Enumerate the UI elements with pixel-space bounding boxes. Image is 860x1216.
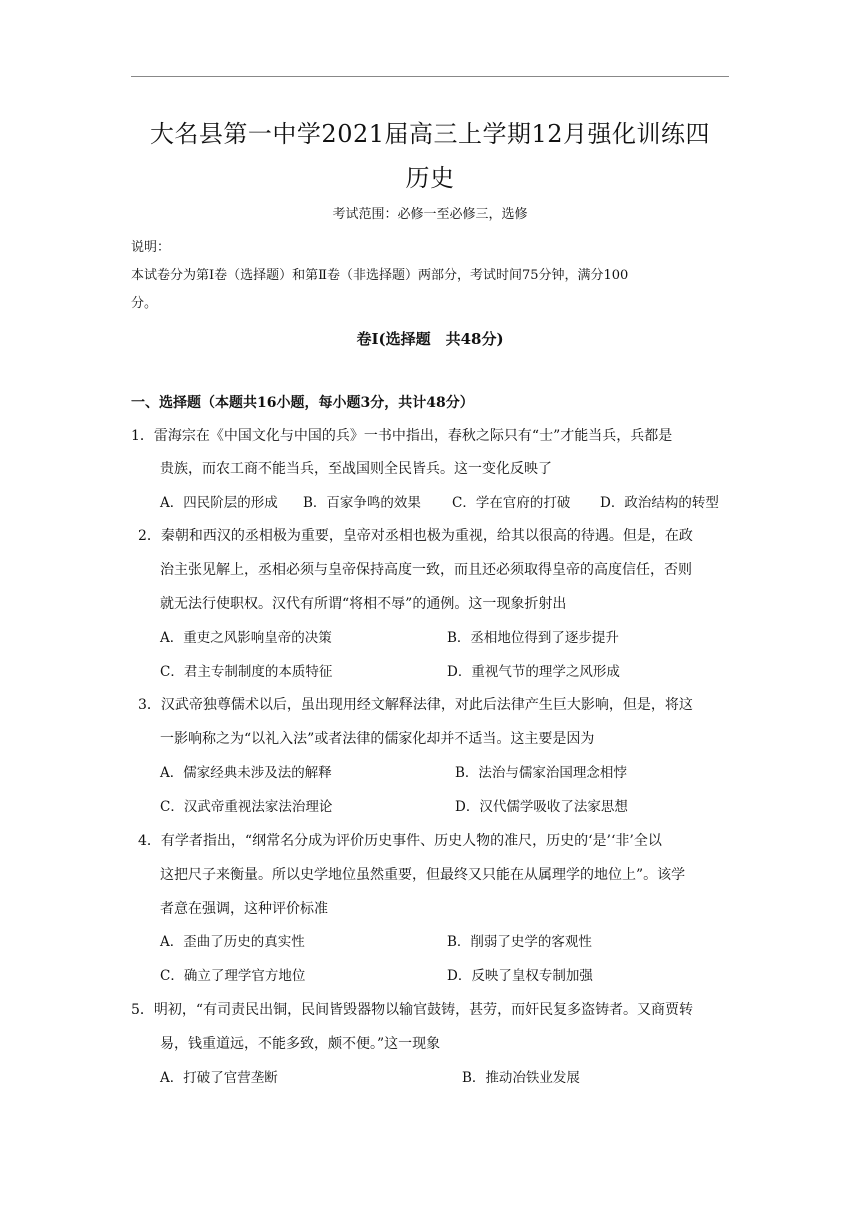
exam-title: 大名县第一中学2021届高三上学期12月强化训练四 xyxy=(149,120,711,148)
question-3-option-a: A．儒家经典未涉及法的解释 xyxy=(160,765,332,781)
exam-range: 考试范围：必修一至必修三，选修 xyxy=(332,207,528,222)
part-heading: 一、选择题（本题共16小题，每小题3分，共计48分） xyxy=(131,395,474,411)
question-3-option-c: C．汉武帝重视法家法治理论 xyxy=(160,799,333,815)
question-3-line-2: 一影响称之为“以礼入法”或者法律的儒家化却并不适当。这主要是因为 xyxy=(160,731,595,747)
question-4-line-1: 4．有学者指出，“纲常名分成为评价历史事件、历史人物的准尺，历史的‘是’‘非’全以 xyxy=(138,833,662,849)
question-2-line-1: 2．秦朝和西汉的丞相极为重要，皇帝对丞相也极为重视，给其以很高的待遇。但是，在政 xyxy=(138,528,693,544)
subject-title: 历史 xyxy=(405,164,455,192)
question-2-option-b: B．丞相地位得到了逐步提升 xyxy=(447,630,619,646)
notes-label: 说明： xyxy=(131,240,171,255)
notes-line-2: 分。 xyxy=(131,296,158,311)
question-2-line-2: 治主张见解上，丞相必须与皇帝保持高度一致，而且还必须取得皇帝的高度信任，否则 xyxy=(160,562,692,578)
question-2-option-d: D．重视气节的理学之风形成 xyxy=(447,664,620,680)
question-2-option-a: A．重吏之风影响皇帝的决策 xyxy=(160,630,332,646)
question-1-line-1: 1．雷海宗在《中国文化与中国的兵》一书中指出，春秋之际只有“士”才能当兵，兵都是 xyxy=(131,428,673,444)
question-1-line-2: 贵族，而农工商不能当兵，至战国则全民皆兵。这一变化反映了 xyxy=(160,461,552,477)
question-5-option-b: B．推动冶铁业发展 xyxy=(462,1070,580,1086)
question-3-option-d: D．汉代儒学吸收了法家思想 xyxy=(455,799,628,815)
question-5-line-1: 5．明初，“有司责民出铜，民间皆毁器物以输官鼓铸，甚劳，而奸民复多盗铸者。又商贾转 xyxy=(131,1002,694,1018)
question-4-line-3: 者意在强调，这种评价标准 xyxy=(160,901,328,917)
question-5-option-a: A．打破了官营垄断 xyxy=(160,1070,278,1086)
question-4-option-b: B．削弱了史学的客观性 xyxy=(447,934,592,950)
question-1-option-a: A．四民阶层的形成 xyxy=(160,495,278,511)
question-4-option-a: A．歪曲了历史的真实性 xyxy=(160,934,305,950)
question-4-option-d: D．反映了皇权专制加强 xyxy=(447,968,593,984)
question-3-option-b: B．法治与儒家治国理念相悖 xyxy=(455,765,627,781)
question-1-option-c: C．学在官府的打破 xyxy=(452,495,571,511)
question-2-line-3: 就无法行使职权。汉代有所谓“将相不辱”的通例。这一现象折射出 xyxy=(160,596,567,612)
question-2-option-c: C．君主专制制度的本质特征 xyxy=(160,664,333,680)
question-4-line-2: 这把尺子来衡量。所以史学地位虽然重要，但最终又只能在从属理学的地位上”。该学 xyxy=(160,867,686,883)
question-1-option-d: D．政治结构的转型 xyxy=(600,495,719,511)
question-4-option-c: C．确立了理学官方地位 xyxy=(160,968,306,984)
section-title: 卷Ⅰ(选择题 共48分) xyxy=(356,330,504,348)
question-5-line-2: 易，钱重道远，不能多致，颇不便。”这一现象 xyxy=(160,1036,441,1052)
question-1-option-b: B．百家争鸣的效果 xyxy=(303,495,421,511)
question-3-line-1: 3．汉武帝独尊儒术以后，虽出现用经文解释法律，对此后法律产生巨大影响，但是，将这 xyxy=(138,697,693,713)
notes-line-1: 本试卷分为第Ⅰ卷（选择题）和第Ⅱ卷（非选择题）两部分，考试时间75分钟，满分100 xyxy=(131,268,629,283)
header-rule xyxy=(131,76,729,77)
